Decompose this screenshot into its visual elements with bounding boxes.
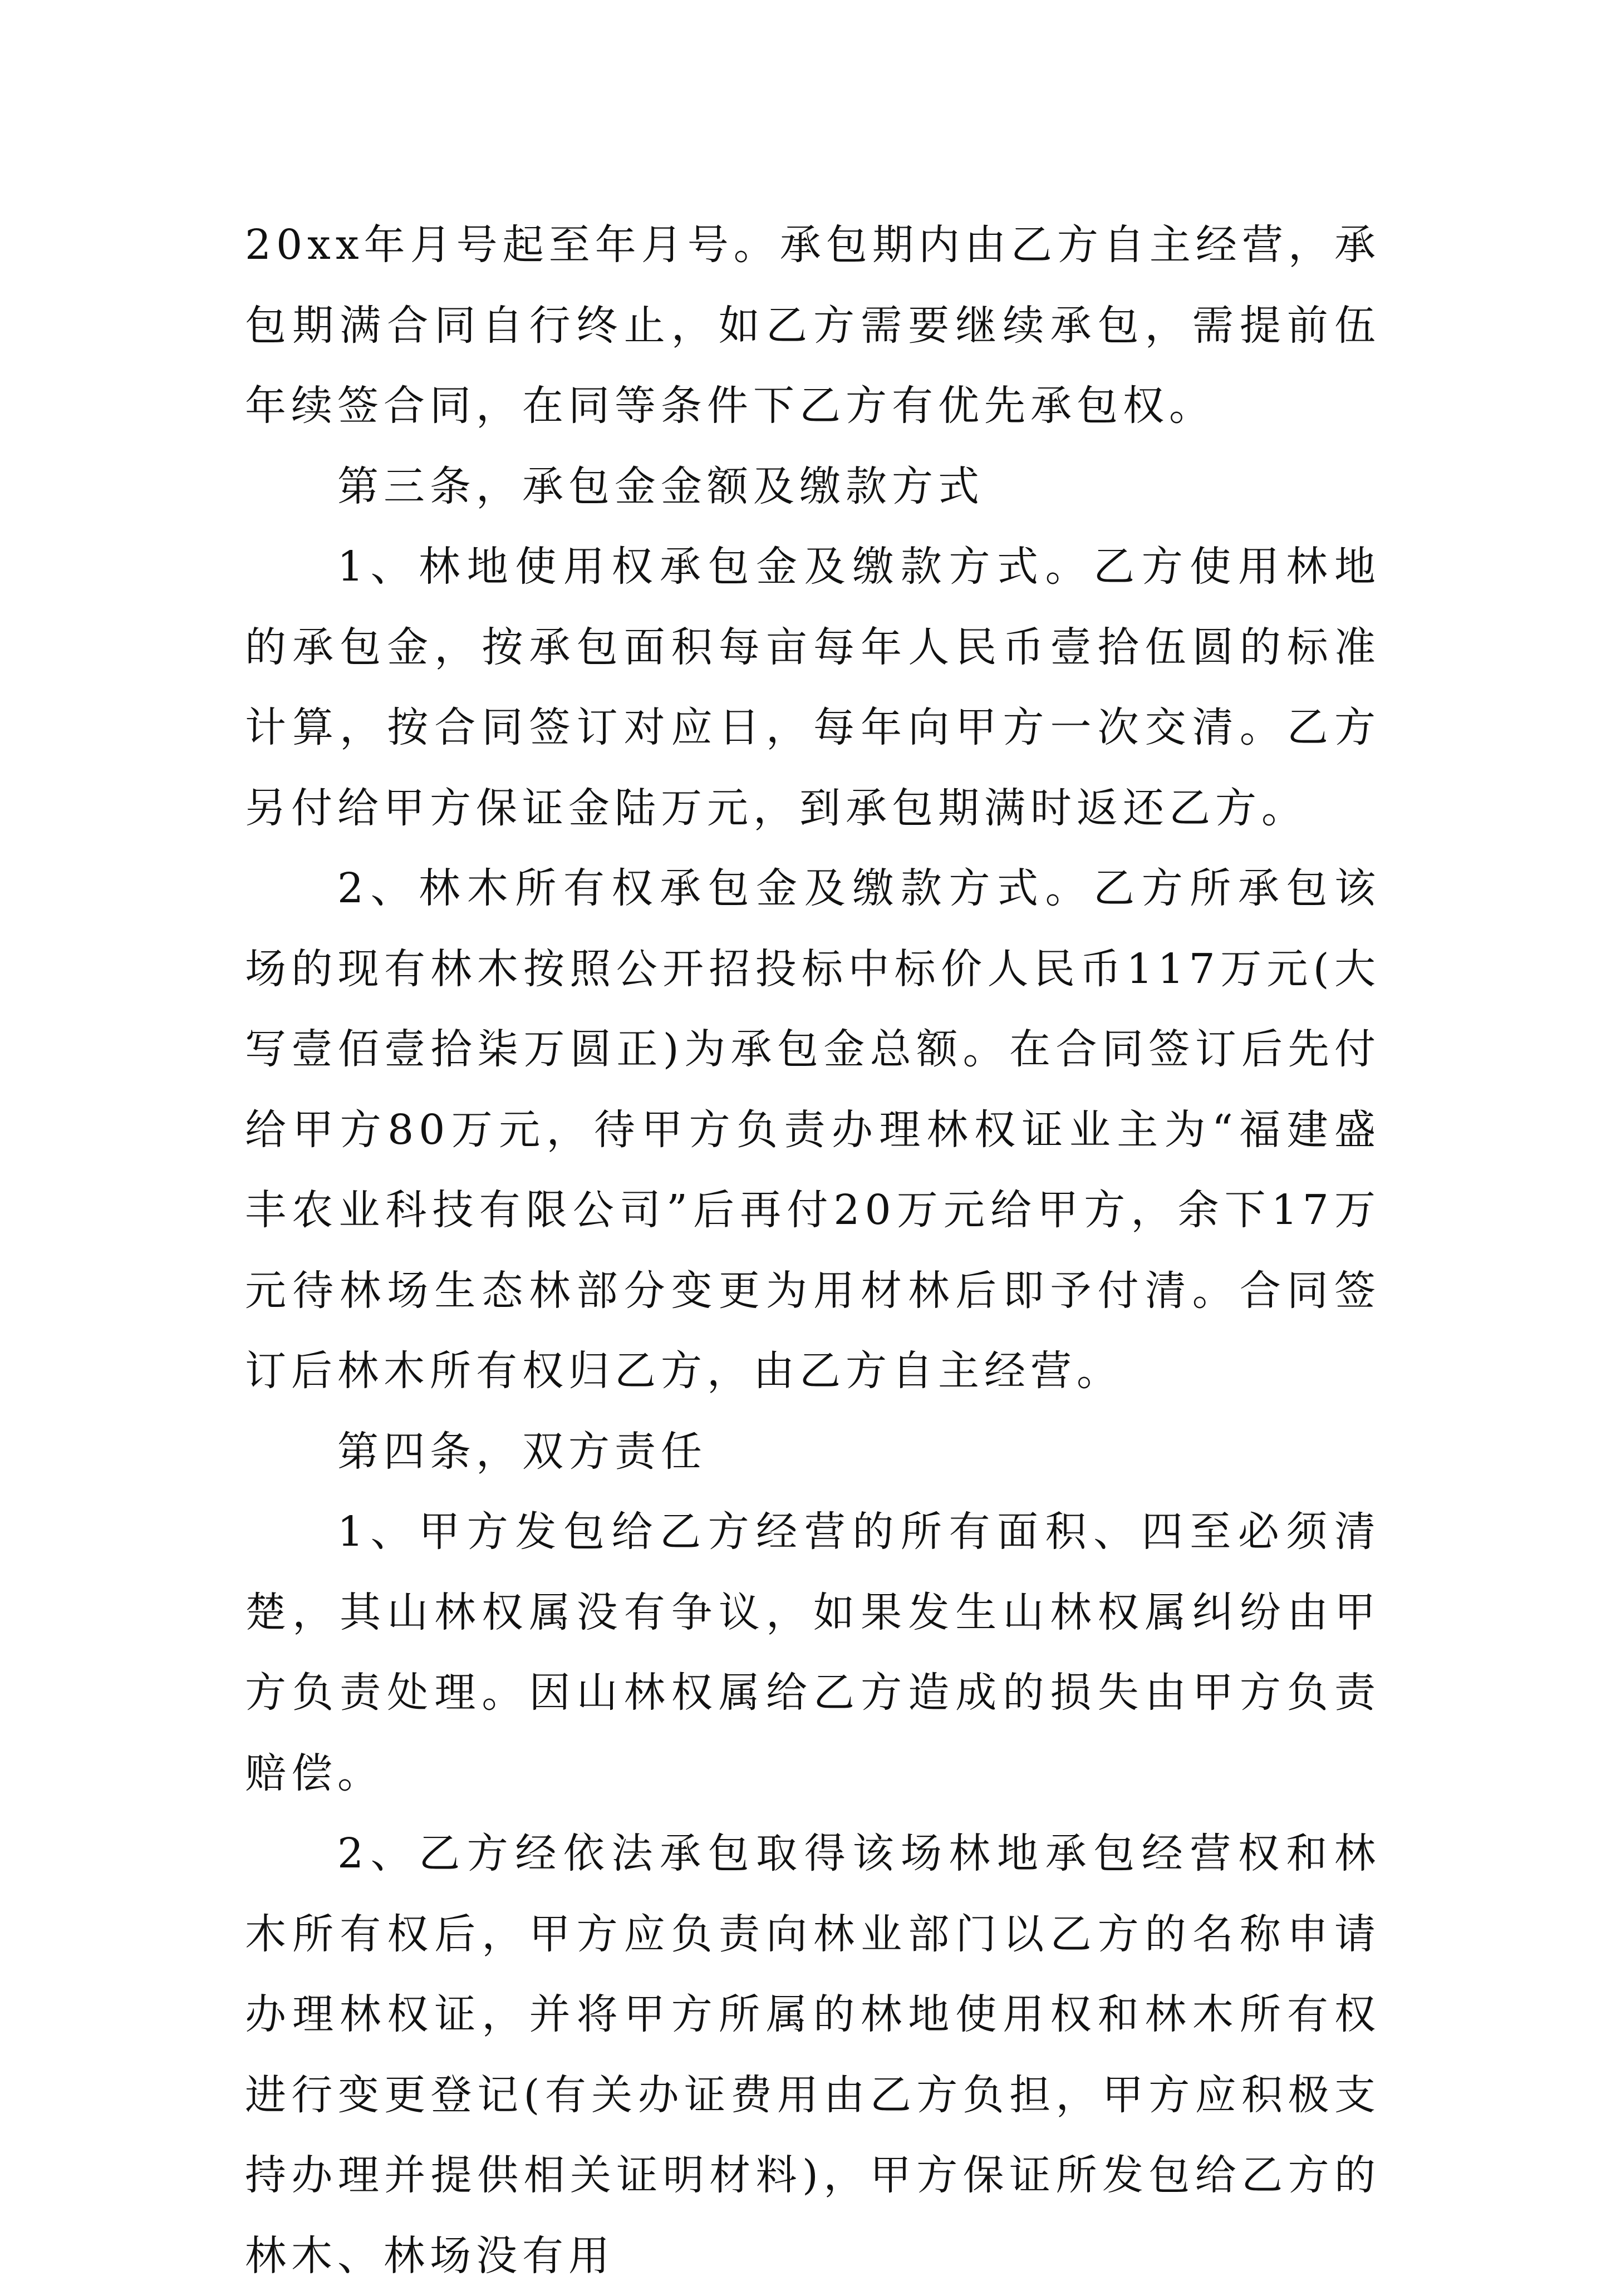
contract-body-text — [245, 205, 1381, 2296]
paragraph-party-a-duty: 1、甲方发包给乙方经营的所有面积、四至必须清楚，其山林权属没有争议，如果发生山林权属纠纷由甲方负责处理。因山林权属给乙方造成的损失由甲方负责赔偿。 — [245, 1508, 1381, 1797]
heading-article-4: 第四条，双方责任 — [337, 1427, 707, 1476]
paragraph-timber-fee: 2、林木所有权承包金及缴款方式。乙方所承包该场的现有林木按照公开招投标中标价人民币117万元(大写壹佰壹拾柒万圆正)为承包金总额。在合同签订后先付给甲方80万元，待甲方负责办理林权证业主为“福建盛丰农业科技有限公司”后再付20万元给甲方，余下17万元待林场生态林部分变更为用材林后即予付清。合同签订后林木所有权归乙方，由乙方自主经营。 — [245, 864, 1381, 1395]
paragraph-registration: 2、乙方经依法承包取得该场林地承包经营权和林木所有权后，甲方应负责向林业部门以乙方的名称申请办理林权证，并将甲方所属的林地使用权和林木所有权进行变更登记(有关办证费用由乙方负担，甲方应积极支持办理并提供相关证明材料)，甲方保证所发包给乙方的林木、林场没有用 — [245, 1830, 1381, 2280]
paragraph-forestland-fee: 1、林地使用权承包金及缴款方式。乙方使用林地的承包金，按承包面积每亩每年人民币壹拾伍圆的标准计算，按合同签订对应日，每年向甲方一次交清。乙方另付给甲方保证金陆万元，到承包期满时返还乙方。 — [245, 543, 1381, 832]
paragraph-contract-term: 20xx年月号起至年月号。承包期内由乙方自主经营，承包期满合同自行终止，如乙方需要继续承包，需提前伍年续签合同，在同等条件下乙方有优先承包权。 — [245, 221, 1381, 430]
heading-article-3: 第三条，承包金金额及缴款方式 — [337, 462, 984, 510]
